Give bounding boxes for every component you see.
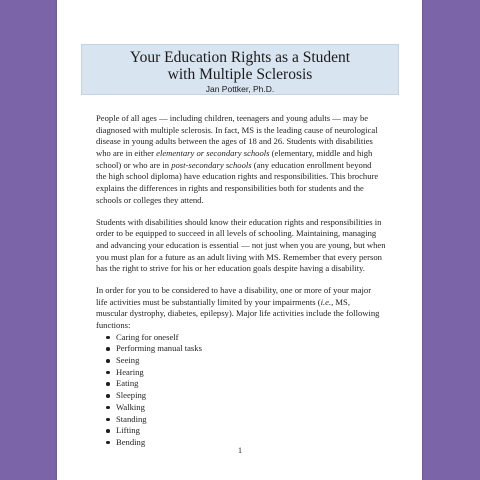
list-item: Sleeping <box>96 390 386 402</box>
paragraph-gap <box>96 275 386 285</box>
paragraph-disability <box>96 285 386 332</box>
list-item: Hearing <box>96 367 386 379</box>
text-line: People of all ages — including children, teenagers and young adults — may be <box>96 113 369 123</box>
text-line: and advancing your education is essential — not just when you are young, but when <box>96 239 386 250</box>
title-banner <box>81 44 399 95</box>
text-span: life activities must be substantially limited by your impairments ( <box>96 296 321 307</box>
page-number: 1 <box>238 446 242 455</box>
text-line: schools or colleges they attend. <box>96 194 204 205</box>
text-line: has the right to strive for his or her education goals despite having a disability. <box>96 263 365 274</box>
paragraph-gap <box>96 207 386 217</box>
list-item: Lifting <box>96 425 386 437</box>
text-span: (elementary, middle and high <box>269 148 373 159</box>
paragraph-intro <box>96 113 386 207</box>
text-line: muscular dystrophy, diabetes, epilepsy). Major life activities include the following <box>96 308 380 319</box>
text-line: you must plan for a future as an adult living with MS. Remember that every person <box>96 251 382 262</box>
text-line: diagnosed with multiple sclerosis. In fact, MS is the leading cause of neurological <box>96 124 378 135</box>
list-item: Walking <box>96 402 386 414</box>
italic-text: post-secondary schools <box>171 159 252 170</box>
text-line: functions: <box>96 320 131 330</box>
document-title-line-2: with Multiple Sclerosis <box>167 66 313 83</box>
text-line: explains the differences in rights and responsibilities both for students and the <box>96 183 364 194</box>
text-line: Students with disabilities should know their education rights and responsibilities in <box>96 216 382 227</box>
text-line <box>96 160 386 172</box>
list-item: Bending <box>96 437 386 449</box>
document-body <box>96 113 386 449</box>
paragraph-rights <box>96 217 386 275</box>
text-span: (any education enrollment beyond <box>251 159 372 170</box>
text-span: school) or who are in <box>96 159 172 170</box>
text-span: who are in either <box>96 148 157 159</box>
document-title-line-1: Your Education Rights as a Student <box>129 49 351 66</box>
text-line: In order for you to be considered to have a disability, one or more of your major <box>96 284 372 295</box>
text-line: disease in young adults between the ages of 18 and 26. Students with disabilities <box>96 136 373 147</box>
italic-text: i.e., <box>320 296 334 307</box>
text-line: order to be equipped to succeed in all levels of schooling. Maintaining, managing <box>96 228 377 239</box>
italic-text: elementary or secondary schools <box>156 148 270 159</box>
text-line: the high school diploma) have education rights and responsibilities. This brochure <box>96 171 379 182</box>
list-item: Seeing <box>96 355 386 367</box>
text-line <box>96 148 386 160</box>
list-item: Caring for oneself <box>96 332 386 344</box>
list-item: Eating <box>96 378 386 390</box>
life-activities-list <box>96 332 386 449</box>
author-name: Jan Pottker, Ph.D. <box>205 84 275 94</box>
text-line <box>96 297 386 309</box>
text-span: MS, <box>333 296 350 307</box>
list-item: Standing <box>96 414 386 426</box>
list-item: Performing manual tasks <box>96 343 386 355</box>
